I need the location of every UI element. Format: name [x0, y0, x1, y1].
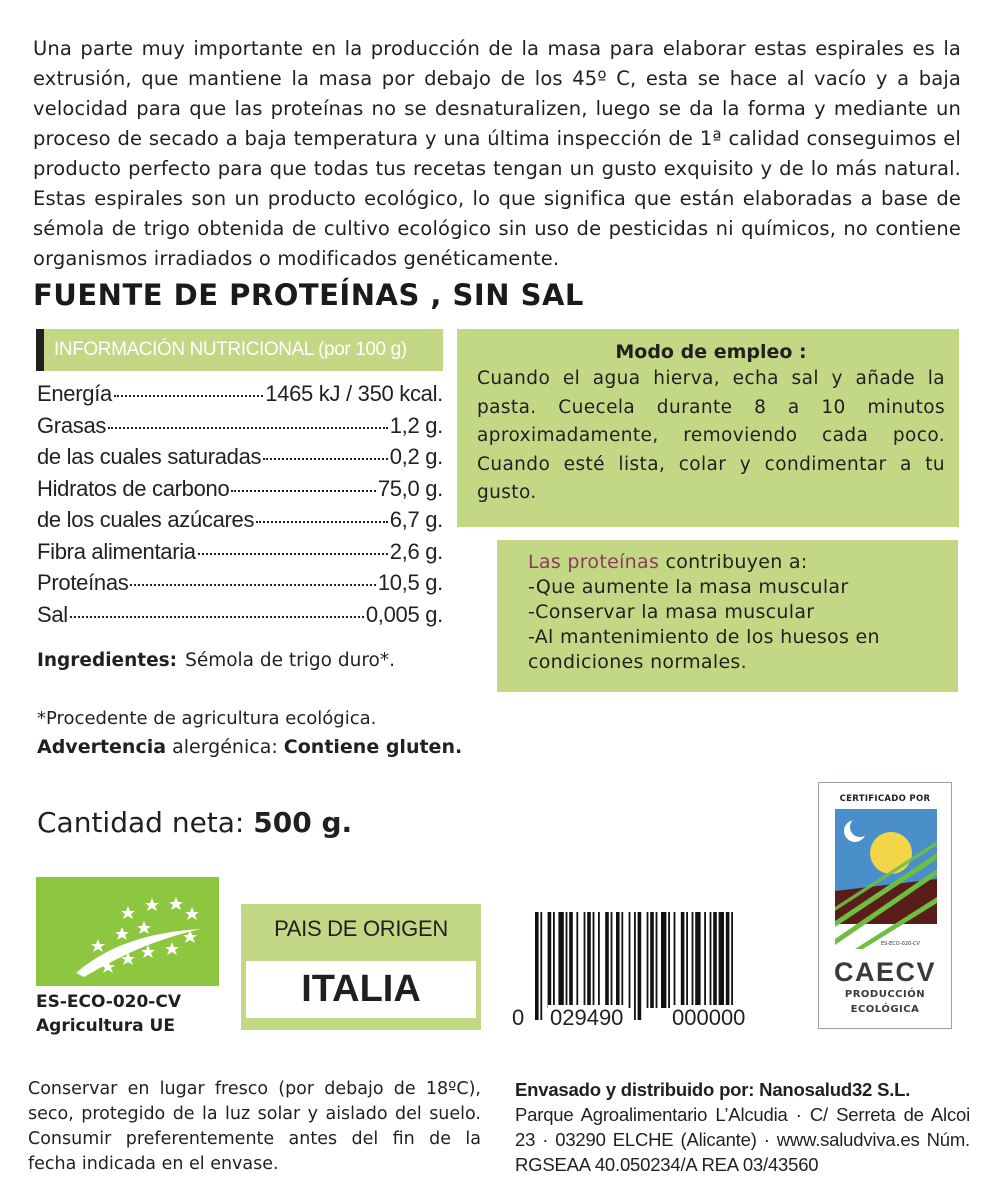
eu-leaf-stars-icon: [36, 877, 219, 986]
barcode-bar: [566, 912, 568, 1008]
dot-leader: [70, 616, 364, 618]
barcode-bar: [611, 912, 613, 1008]
barcode-bar: [650, 912, 654, 1008]
caecv-landscape-icon: [835, 809, 937, 949]
dot-leader: [231, 490, 375, 492]
dot-leader: [263, 458, 388, 460]
eu-organic-code: [36, 990, 181, 1038]
nutrition-value: 1465 kJ / 350 kcal.: [265, 381, 443, 406]
allergen-text: Contiene gluten.: [283, 736, 463, 758]
barcode-bar: [605, 912, 609, 1008]
barcode-bar: [553, 912, 555, 1008]
allergen-warning: [37, 736, 462, 758]
nutrition-header: INFORMACIÓN NUTRICIONAL (por 100 g): [36, 329, 443, 371]
barcode-bar: [548, 912, 552, 1008]
allergen-bold: Advertencia: [37, 736, 167, 758]
nutrition-label: Energía: [37, 381, 112, 406]
nutrition-row-fat: [37, 413, 443, 445]
nutrition-row-energy: [37, 381, 443, 413]
barcode-bar: [686, 912, 688, 1008]
distributor-address: Parque Agroalimentario L’Alcudia · C/ Serreta de Alcoi 23 · 03290 ELCHE (Alicante) · www.saludviva.es Núm. RGSEAA 40.050234/A REA 03/43560: [515, 1104, 970, 1175]
ingredients-label: Ingredientes:: [37, 650, 178, 671]
nutrition-value: 6,7 g.: [389, 507, 443, 532]
barcode-bar: [668, 912, 670, 1008]
eu-code-number: ES-ECO-020-CV: [36, 992, 181, 1012]
nutrition-label: Grasas: [37, 412, 107, 438]
barcode-bar: [674, 912, 676, 1008]
usage-panel: [457, 329, 959, 527]
nutrition-row-salt: [37, 602, 443, 634]
dot-leader: [130, 584, 375, 586]
barcode-bar: [621, 912, 623, 1008]
dot-leader: [108, 427, 388, 429]
protein-claim: -Conservar la masa muscular: [528, 601, 815, 623]
ingredients-text: Sémola de trigo duro*.: [185, 650, 395, 671]
caecv-certification-logo: [818, 782, 952, 1029]
barcode-bar: [558, 912, 563, 1008]
protein-claim: -Que aumente la masa muscular: [528, 576, 849, 598]
protein-highlight: Las proteínas: [528, 551, 660, 573]
caecv-subtitle-2: ECOLÓGICA: [850, 1004, 920, 1015]
dot-leader: [114, 395, 263, 397]
origin-label: PAIS DE ORIGEN: [274, 916, 448, 941]
eu-organic-leaf-logo: [36, 877, 219, 986]
barcode-bar: [726, 912, 730, 1008]
nutrition-label: Fibra alimentaria: [37, 538, 196, 564]
eu-code-origin: Agricultura UE: [36, 1016, 175, 1036]
country-of-origin: [241, 904, 481, 1030]
barcode-bar: [593, 912, 595, 1008]
barcode-bar: [616, 912, 620, 1008]
protein-intro-text: contribuyen a:: [665, 551, 808, 573]
net-quantity-value: 500 g.: [253, 806, 353, 839]
usage-title: Modo de empleo :: [615, 341, 807, 363]
nutrition-value: 0,2 g.: [389, 444, 443, 469]
nutrition-value: 0,005 g.: [365, 601, 443, 627]
barcode-bar: [710, 912, 712, 1008]
barcode-bar: [576, 912, 578, 1008]
usage-text: Cuando el agua hierva, echa sal y añade la pasta. Cuecela durante 8 a 10 minutos aproximadamente, removiendo cada poco. Cuando esté lista, colar y condimentar a tu gusto.: [477, 368, 945, 503]
dot-leader: [256, 521, 388, 523]
barcode-bar: [656, 912, 658, 1008]
barcode-bar: [731, 912, 733, 1020]
nutrition-row-carbs: [37, 476, 443, 508]
nutrition-label: de los cuales azúcares: [37, 507, 255, 532]
allergen-middle: alergénica:: [172, 736, 278, 758]
nutrition-value: 1,2 g.: [389, 412, 443, 438]
protein-claims-panel: [497, 540, 958, 692]
net-quantity-label: Cantidad neta:: [37, 806, 245, 839]
caecv-code: ES-ECO-020-CV: [881, 941, 920, 947]
barcode-number: [510, 1005, 785, 1031]
protein-claim: -Al mantenimiento de los huesos en condiciones normales.: [528, 626, 880, 673]
storage-instructions: Conservar en lugar fresco (por debajo de 18ºC), seco, protegido de la luz solar y aislado del suelo. Consumir preferentemente antes del fin de la fecha indicada en el envase.: [28, 1079, 481, 1174]
barcode-bar: [692, 912, 694, 1008]
barcode-bar: [629, 912, 631, 1008]
ingredients: [37, 650, 395, 671]
barcode-bar: [535, 912, 539, 1020]
nutrition-row-fiber: [37, 539, 443, 571]
origin-value: ITALIA: [246, 961, 476, 1018]
barcode-digit-group: 000000: [672, 1005, 746, 1030]
nutrition-label: de las cuales saturadas: [37, 444, 262, 469]
barcode-bar: [681, 912, 685, 1008]
headline: FUENTE DE PROTEÍNAS , SIN SAL: [33, 278, 584, 312]
barcode-bar: [719, 912, 724, 1008]
barcode-bar: [540, 912, 542, 1020]
nutrition-label: Hidratos de carbono: [37, 475, 230, 501]
caecv-certified-by: CERTIFICADO POR: [839, 794, 931, 804]
nutrition-row-saturated: [37, 444, 443, 476]
barcode-bar: [584, 912, 586, 1008]
nutrition-value: 2,6 g.: [389, 538, 443, 564]
barcode-digit-group: 0: [512, 1005, 525, 1030]
barcode-bar: [695, 912, 700, 1008]
protein-intro: [528, 550, 948, 575]
barcode-bar: [647, 912, 649, 1008]
barcode-bar: [634, 912, 636, 1020]
barcode-bar: [587, 912, 591, 1008]
barcode-bar: [713, 912, 717, 1008]
barcode-bar: [661, 912, 666, 1008]
barcode-bar: [638, 912, 642, 1020]
distributor-label: Envasado y distribuido por: Nanosalud32 S.L.: [515, 1079, 911, 1100]
organic-footnote: *Procedente de agricultura ecológica.: [37, 708, 377, 729]
nutrition-row-protein: [37, 570, 443, 602]
dot-leader: [198, 553, 388, 555]
nutrition-row-sugars: [37, 507, 443, 539]
distributor-info: [515, 1077, 970, 1177]
barcode-bar: [598, 912, 600, 1008]
barcode-digit-group: 029490: [550, 1005, 624, 1030]
barcode-bar: [569, 912, 573, 1008]
nutrition-label: Proteínas: [37, 570, 129, 595]
nutrition-value: 10,5 g.: [377, 570, 443, 595]
nutrition-label: Sal: [37, 601, 68, 627]
caecv-subtitle-1: PRODUCCIÓN: [844, 989, 926, 1000]
nutrition-value: 75,0 g.: [377, 475, 443, 501]
nutrition-table: [37, 381, 443, 633]
caecv-name: CAECV: [833, 957, 936, 987]
net-quantity: [37, 806, 352, 839]
barcode-bar: [704, 912, 706, 1008]
product-description: Una parte muy importante en la producción de la masa para elaborar estas espirales es la extrusión, que mantiene la masa por debajo de los 45º C, esta se hace al vacío y a baja velocidad para que las proteínas no se desnaturalizen, luego se da la forma y mediante un proceso de secado a baja temperatura y una última inspección de 1ª calidad conseguimos el producto perfecto para que todas tus recetas tengan un gusto exquisito y de lo más natural. Estas espirales son un producto ecológico, lo que significa que están elaboradas a base de sémola de trigo obtenida de cultivo ecológico sin uso de pesticidas ni químicos, no contiene organismos irradiados o modificados genéticamente.: [33, 37, 961, 270]
